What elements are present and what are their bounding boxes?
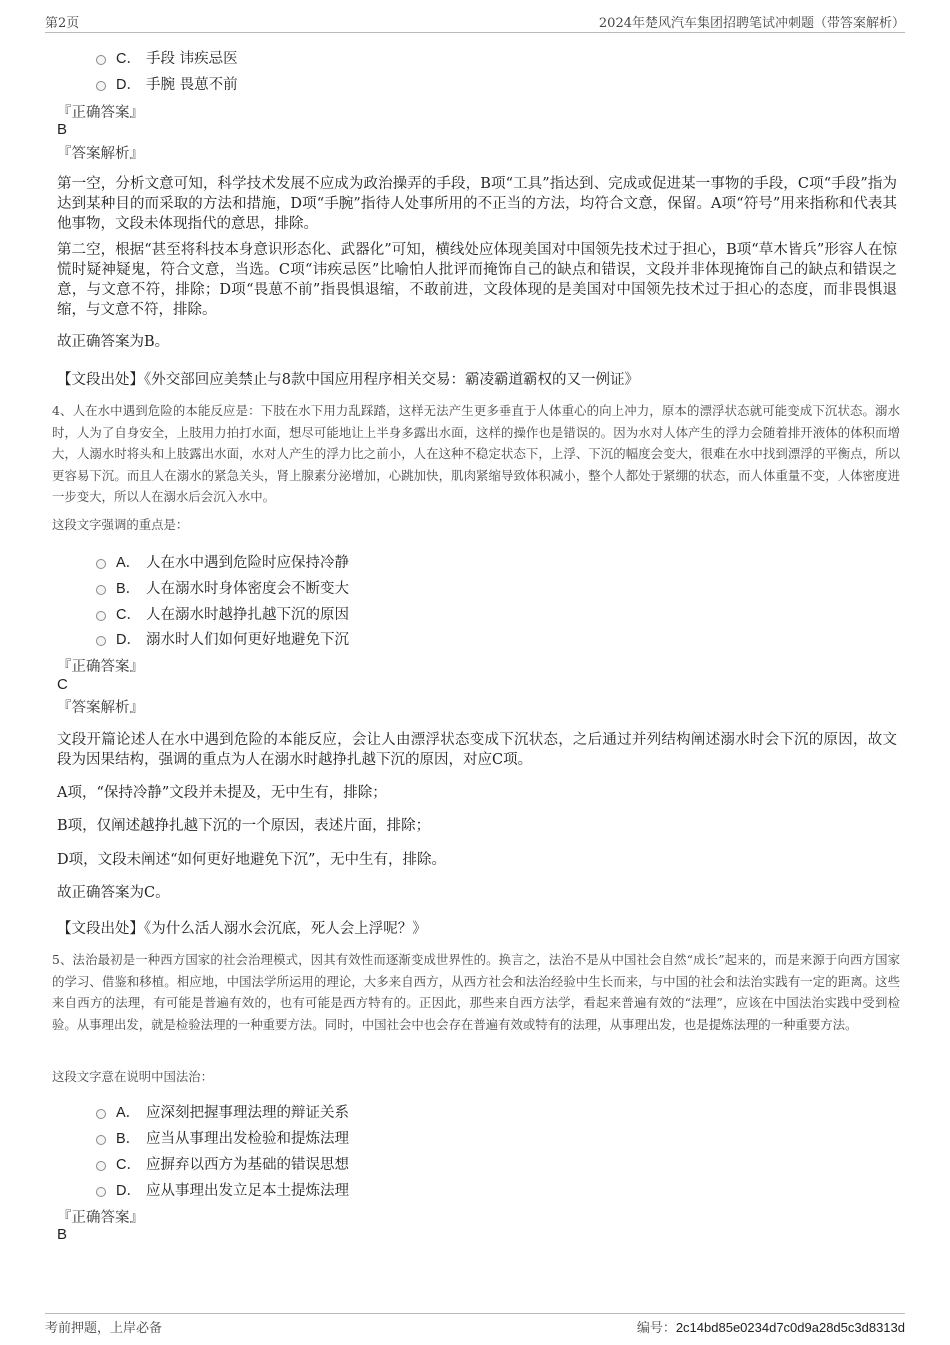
answer-value: B — [57, 1226, 68, 1243]
passage-source: 【文段出处】《外交部回应美禁止与8款中国应用程序相关交易：霸凌霸道霸权的又一例证》 — [57, 372, 639, 388]
analysis-conclusion: 故正确答案为B。 — [57, 334, 170, 350]
radio-icon[interactable] — [96, 636, 106, 646]
answer-value: B — [57, 121, 68, 138]
analysis-paragraph: 文段开篇论述人在水中遇到危险的本能反应，会让人由漂浮状态变成下沉状态，之后通过并列结构阐述溺水时会下沉的原因，故文段为因果结构，强调的重点为人在溺水时越挣扎越下沉的原因，对应C项。 — [57, 732, 897, 768]
option-c[interactable]: C． 手段 讳疾忌医 — [96, 47, 238, 68]
document-code-value: 2c14bd85e0234d7c0d9a28d5c3d8313d — [675, 1320, 905, 1335]
question-4-text: 4、人在水中遇到危险的本能反应是：下肢在水下用力乱踩踏，这样无法产生更多垂直于人体重心的向上冲力，原本的漂浮状态就可能变成下沉状态。溺水时，人为了自身安全，上肢用力拍打水面，想尽可能地让上半身多露出水面，这样的操作也是错误的。因为水对人体产生的浮力会随着排开液体的体积而增大，人溺水时将头和上肢露出水面，水对人产生的浮力比之前小，人在这种不稳定状态下，上浮、下沉的幅度会变大，很难在水中找到漂浮的平衡点，所以更容易下沉。而且人在溺水的紧急关头，肾上腺素分泌增加，心跳加快，肌肉紧缩导致体积减小，整个人都处于紧绷的状态，而人体重量不变，人体密度进一步变大，所以人在溺水后会沉入水中。 — [52, 403, 900, 504]
document-code — [637, 1317, 905, 1336]
radio-icon[interactable] — [96, 55, 106, 65]
radio-icon[interactable] — [96, 1161, 106, 1171]
question-5-prompt: 这段文字意在说明中国法治： — [52, 1069, 214, 1084]
radio-icon[interactable] — [96, 611, 106, 621]
radio-icon[interactable] — [96, 559, 106, 569]
option-b[interactable]: B． 应当从事理出发检验和提炼法理 — [96, 1127, 349, 1148]
radio-icon[interactable] — [96, 585, 106, 595]
analysis-paragraph: A项，“保持冷静”文段并未提及，无中生有，排除； — [57, 785, 387, 801]
radio-icon[interactable] — [96, 81, 106, 91]
answer-label: 『正确答案』 — [57, 105, 144, 121]
document-title: 2024年楚风汽车集团招聘笔试冲刺题（带答案解析） — [598, 16, 905, 31]
footer-slogan: 考前押题，上岸必备 — [45, 1321, 163, 1336]
analysis-paragraph: D项，文段未阐述“如何更好地避免下沉”，无中生有，排除。 — [57, 852, 446, 868]
page-footer — [45, 1313, 905, 1336]
option-d[interactable]: D． 溺水时人们如何更好地避免下沉 — [96, 628, 349, 649]
option-a[interactable]: A． 人在水中遇到危险时应保持冷静 — [96, 551, 349, 572]
option-b[interactable]: B． 人在溺水时身体密度会不断变大 — [96, 577, 349, 598]
question-5-text: 5、法治最初是一种西方国家的社会治理模式，因其有效性而逐渐变成世界性的。换言之，法治不是从中国社会自然“成长”起来的，而是来源于向西方国家的学习、借鉴和移植。相应地，中国法学所运用的理论，大多来自西方，从西方社会和法治经验中生长而来，与中国的社会和法治实践有一定的距离。这些来自西方的法理，有可能是普遍有效的，也有可能是西方特有的。正因此，那些来自西方法学，看起来普遍有效的“法理”，应该在中国法治实践中受到检验。从事理出发，就是检验法理的一种重要方法。同时，中国社会中也会存在普遍有效或特有的法理，从事理出发，也是提炼法理的一种重要方法。 — [52, 952, 900, 1032]
option-c[interactable]: C． 应摒弃以西方为基础的错误思想 — [96, 1153, 349, 1174]
radio-icon[interactable] — [96, 1109, 106, 1119]
analysis-conclusion: 故正确答案为C。 — [57, 885, 170, 901]
analysis-label: 『答案解析』 — [57, 146, 144, 162]
option-d[interactable]: D． 应从事理出发立足本土提炼法理 — [96, 1179, 349, 1200]
answer-label: 『正确答案』 — [57, 1210, 144, 1226]
analysis-paragraph: 第一空，分析文意可知，科学技术发展不应成为政治操弄的手段，B项“工具”指达到、完成或促进某一事物的手段，C项“手段”指为达到某种目的而采取的方法和措施，D项“手腕”指待人处事所用的不正当的方法，均符合文意，保留。A项“符号”用来指称和代表其他事物，文段未体现指代的意思，排除。 — [57, 176, 897, 232]
option-d[interactable]: D． 手腕 畏葸不前 — [96, 73, 238, 94]
option-a[interactable]: A． 应深刻把握事理法理的辩证关系 — [96, 1101, 349, 1122]
analysis-paragraph: B项，仅阐述越挣扎越下沉的一个原因，表述片面，排除； — [57, 818, 431, 834]
analysis-paragraph: 第二空，根据“甚至将科技本身意识形态化、武器化”可知，横线处应体现美国对中国领先技术过于担心，B项“草木皆兵”形容人在惊慌时疑神疑鬼，符合文意，当选。C项“讳疾忌医”比喻怕人批评而掩饰自己的缺点和错误，文段并非体现掩饰自己的缺点和错误之意，与文意不符，排除；D项“畏葸不前”指畏惧退缩，不敢前进，文段体现的是美国对中国领先技术过于担心的态度，而非畏惧退缩，与文意不符，排除。 — [57, 242, 897, 318]
page-number: 第2页 — [45, 16, 80, 31]
analysis-label: 『答案解析』 — [57, 700, 144, 716]
passage-source: 【文段出处】《为什么活人溺水会沉底，死人会上浮呢？》 — [57, 921, 427, 937]
document-code-label: 编号： — [636, 1321, 676, 1336]
answer-label: 『正确答案』 — [57, 659, 144, 675]
question-4-prompt: 这段文字强调的重点是： — [52, 517, 189, 532]
answer-value: C — [57, 676, 68, 693]
radio-icon[interactable] — [96, 1135, 106, 1145]
radio-icon[interactable] — [96, 1187, 106, 1197]
option-c[interactable]: C． 人在溺水时越挣扎越下沉的原因 — [96, 603, 349, 624]
